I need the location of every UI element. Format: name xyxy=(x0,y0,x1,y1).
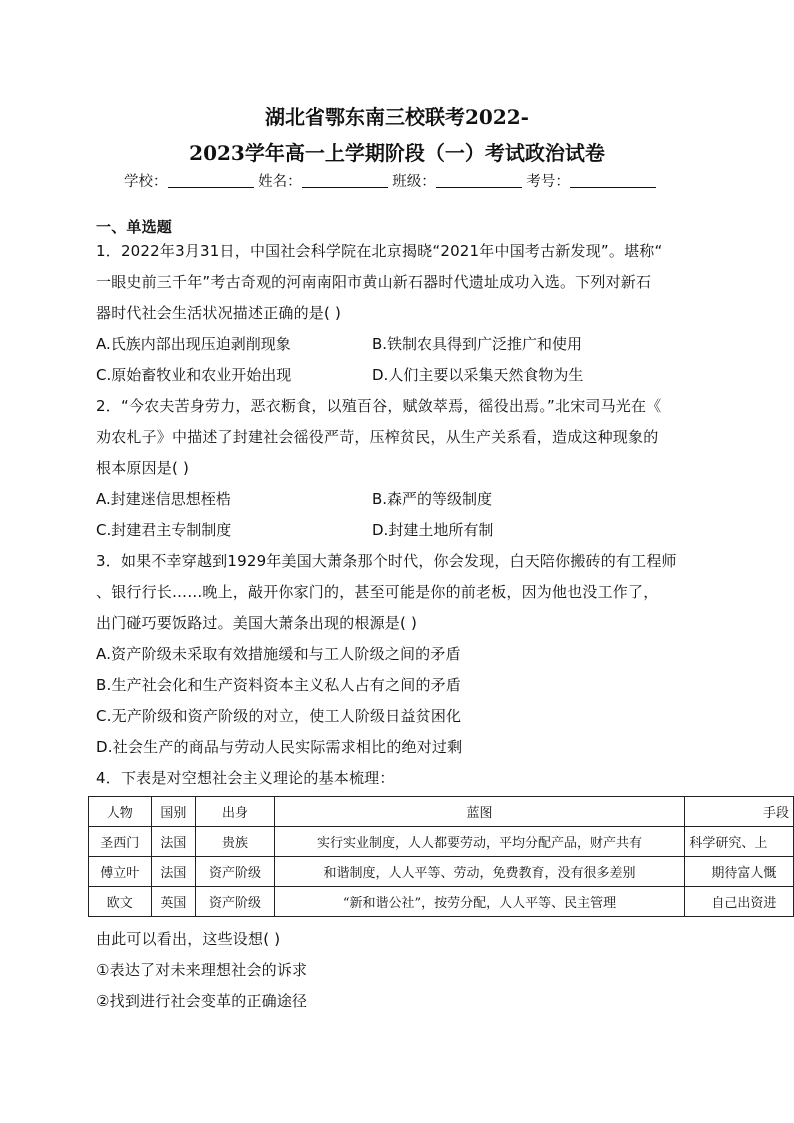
q2-line3: 根本原因是( ) xyxy=(96,459,190,477)
q2-line2: 劝农札子》中描述了封建社会徭役严苛，压榨贫民，从生产关系看，造成这种现象的 xyxy=(96,428,659,446)
table-cell: 圣西门 xyxy=(89,827,152,857)
q4-line1: 4．下表是对空想社会主义理论的基本梳理： xyxy=(96,769,395,787)
table-cell: 实行实业制度，人人都要劳动，平均分配产品，财产共有 xyxy=(274,827,685,857)
table-row xyxy=(89,857,794,887)
table-row xyxy=(89,827,794,857)
name-label: 姓名： xyxy=(258,174,302,190)
table-header-cell: 人物 xyxy=(89,797,152,827)
q2-line1: 2．“今农夫苦身劳力，恶衣粝食，以殖百谷，赋敛萃焉，徭役出焉。”北宋司马光在《 xyxy=(96,397,662,415)
q3-option-a: A.资产阶级未采取有效措施缓和与工人阶级之间的矛盾 xyxy=(96,645,461,663)
table-cell: 英国 xyxy=(151,887,196,917)
q1-line1: 1．2022年3月31日，中国社会科学院在北京揭晓“2021年中国考古新发现”。堪称“ xyxy=(96,242,663,260)
table-cell: 法国 xyxy=(151,857,196,887)
id-label: 考号： xyxy=(526,174,570,190)
q3-line2: 、银行行长……晚上，敲开你家门的，甚至可能是你的前老板，因为他也没工作了， xyxy=(96,583,659,601)
table-cell: 法国 xyxy=(151,827,196,857)
q3-option-b: B.生产社会化和生产资料资本主义私人占有之间的矛盾 xyxy=(96,676,462,694)
section-title: 一、单选题 xyxy=(96,218,173,236)
q2-option-b: B.森严的等级制度 xyxy=(372,490,493,508)
school-blank xyxy=(168,173,254,188)
q3-option-c: C.无产阶级和资产阶级的对立，使工人阶级日益贫困化 xyxy=(96,707,462,725)
table-header-cell: 蓝图 xyxy=(274,797,685,827)
table-cell: 自己出资进 xyxy=(685,887,794,917)
q1-option-c: C.原始畜牧业和农业开始出现 xyxy=(96,366,292,384)
table-header-cell: 国别 xyxy=(151,797,196,827)
q2-option-d: D.封建土地所有制 xyxy=(372,521,494,539)
q1-line2: 一眼史前三千年”考古奇观的河南南阳市黄山新石器时代遗址成功入选。下列对新石 xyxy=(96,273,652,291)
table-cell: “新和谐公社”，按劳分配，人人平等、民主管理 xyxy=(274,887,685,917)
q4-statement-2: ②找到进行社会变革的正确途径 xyxy=(96,992,308,1010)
utopian-socialism-table xyxy=(88,796,794,917)
id-blank xyxy=(570,173,656,188)
q3-line3: 出门碰巧要饭路过。美国大萧条出现的根源是( ) xyxy=(96,614,418,632)
q1-line3: 器时代社会生活状况描述正确的是( ) xyxy=(96,304,342,322)
exam-title-line2: 2023学年高一上学期阶段（一）考试政治试卷 xyxy=(189,141,605,165)
q3-option-d: D.社会生产的商品与劳动人民实际需求相比的绝对过剩 xyxy=(96,738,463,756)
school-label: 学校： xyxy=(124,174,168,190)
table-cell: 和谐制度，人人平等、劳动，免费教育，没有很多差别 xyxy=(274,857,685,887)
table-header-cell: 手段 xyxy=(685,797,794,827)
q4-statement-1: ①表达了对未来理想社会的诉求 xyxy=(96,961,308,979)
table-cell: 资产阶级 xyxy=(196,887,274,917)
name-blank xyxy=(302,173,388,188)
table-cell: 欧文 xyxy=(89,887,152,917)
student-info-row xyxy=(124,170,684,191)
q2-option-a: A.封建迷信思想桎梏 xyxy=(96,490,231,508)
table-row xyxy=(89,887,794,917)
class-label: 班级： xyxy=(392,174,436,190)
q1-option-d: D.人们主要以采集天然食物为生 xyxy=(372,366,584,384)
class-blank xyxy=(436,173,522,188)
q1-option-b: B.铁制农具得到广泛推广和使用 xyxy=(372,335,583,353)
q4-stem: 由此可以看出，这些设想( ) xyxy=(96,930,281,948)
q3-line1: 3．如果不幸穿越到1929年美国大萧条那个时代，你会发现，白天陪你搬砖的有工程师 xyxy=(96,552,677,570)
table-header-cell: 出身 xyxy=(196,797,274,827)
q1-option-a: A.氏族内部出现压迫剥削现象 xyxy=(96,335,291,353)
q2-option-c: C.封建君主专制制度 xyxy=(96,521,232,539)
table-cell: 傅立叶 xyxy=(89,857,152,887)
table-cell: 期待富人慨 xyxy=(685,857,794,887)
table-cell: 资产阶级 xyxy=(196,857,274,887)
exam-title-line1: 湖北省鄂东南三校联考2022- xyxy=(265,105,529,129)
table-cell: 贵族 xyxy=(196,827,274,857)
table-header-row xyxy=(89,797,794,827)
table-cell: 科学研究、上 xyxy=(685,827,794,857)
